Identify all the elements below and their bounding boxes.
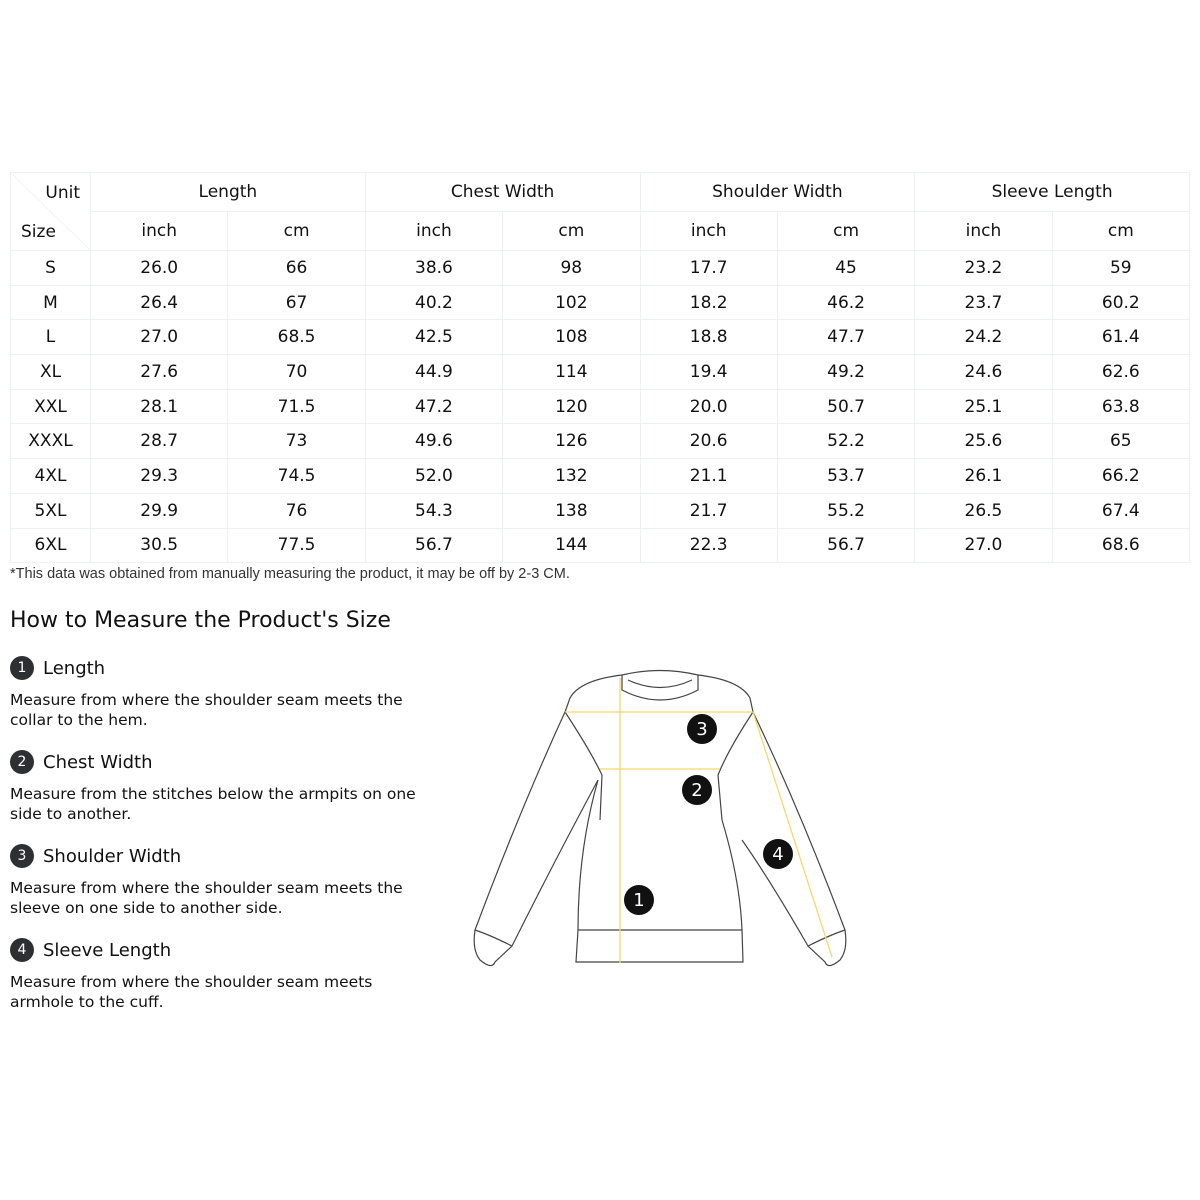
measurement-cell: 28.7 <box>91 424 228 459</box>
size-cell: L <box>11 320 91 355</box>
table-row <box>11 493 1190 528</box>
svg-text:2: 2 <box>691 780 703 801</box>
measurement-cell: 54.3 <box>365 493 502 528</box>
measurement-cell: 60.2 <box>1052 285 1189 320</box>
measurement-cell: 29.3 <box>91 459 228 494</box>
sweater-outline-icon <box>474 671 846 966</box>
measurement-cell: 65 <box>1052 424 1189 459</box>
step-title: Length <box>43 657 106 679</box>
size-cell: 4XL <box>11 459 91 494</box>
measurement-cell: 59 <box>1052 251 1189 286</box>
number-3-badge-icon: 3 <box>10 844 34 868</box>
group-header-length: Length <box>91 173 366 212</box>
measurement-cell: 56.7 <box>777 528 914 563</box>
unit-header: inch <box>640 212 777 251</box>
unit-header: cm <box>228 212 365 251</box>
measurement-cell: 28.1 <box>91 389 228 424</box>
size-cell: S <box>11 251 91 286</box>
measurement-cell: 114 <box>503 355 640 390</box>
measurement-cell: 66.2 <box>1052 459 1189 494</box>
size-cell: XL <box>11 355 91 390</box>
group-header-shoulder-width: Shoulder Width <box>640 173 915 212</box>
marker-1-icon <box>624 885 654 915</box>
number-4-badge-icon: 4 <box>10 938 34 962</box>
size-cell: XXXL <box>11 424 91 459</box>
step-sleeve-length <box>10 938 430 1012</box>
number-1-badge-icon: 1 <box>10 656 34 680</box>
size-cell: 6XL <box>11 528 91 563</box>
size-cell: M <box>11 285 91 320</box>
measurement-cell: 24.6 <box>915 355 1052 390</box>
measurement-cell: 20.6 <box>640 424 777 459</box>
measurement-cell: 73 <box>228 424 365 459</box>
number-2-badge-icon: 2 <box>10 750 34 774</box>
measurement-cell: 120 <box>503 389 640 424</box>
measurement-cell: 55.2 <box>777 493 914 528</box>
how-to-measure-title: How to Measure the Product's Size <box>10 608 391 633</box>
measurement-cell: 25.1 <box>915 389 1052 424</box>
measurement-cell: 24.2 <box>915 320 1052 355</box>
svg-text:4: 4 <box>772 844 784 865</box>
size-label: Size <box>21 222 56 242</box>
size-cell: 5XL <box>11 493 91 528</box>
measurement-cell: 70 <box>228 355 365 390</box>
unit-header: cm <box>1052 212 1189 251</box>
measurement-cell: 27.0 <box>915 528 1052 563</box>
measurement-cell: 76 <box>228 493 365 528</box>
unit-header: inch <box>365 212 502 251</box>
size-chart-table <box>10 172 1190 563</box>
measurement-cell: 56.7 <box>365 528 502 563</box>
table-row <box>11 285 1190 320</box>
measurement-cell: 74.5 <box>228 459 365 494</box>
measurement-cell: 26.4 <box>91 285 228 320</box>
table-row <box>11 320 1190 355</box>
measurement-cell: 67.4 <box>1052 493 1189 528</box>
step-description: Measure from where the shoulder seam meets the collar to the hem. <box>10 691 403 729</box>
measurement-disclaimer: *This data was obtained from manually measuring the product, it may be off by 2-3 CM. <box>10 566 570 582</box>
measurement-cell: 23.7 <box>915 285 1052 320</box>
measurement-cell: 17.7 <box>640 251 777 286</box>
measurement-cell: 21.1 <box>640 459 777 494</box>
measurement-cell: 77.5 <box>228 528 365 563</box>
step-chest-width <box>10 750 430 824</box>
measurement-cell: 52.0 <box>365 459 502 494</box>
table-row <box>11 459 1190 494</box>
measurement-cell: 29.9 <box>91 493 228 528</box>
measurement-cell: 21.7 <box>640 493 777 528</box>
measurement-cell: 27.0 <box>91 320 228 355</box>
step-description: Measure from where the shoulder seam meets armhole to the cuff. <box>10 973 373 1011</box>
measurement-cell: 18.2 <box>640 285 777 320</box>
measurement-cell: 42.5 <box>365 320 502 355</box>
measurement-cell: 52.2 <box>777 424 914 459</box>
unit-header: cm <box>777 212 914 251</box>
step-title: Shoulder Width <box>43 845 182 867</box>
measurement-cell: 46.2 <box>777 285 914 320</box>
measurement-cell: 126 <box>503 424 640 459</box>
header-corner-cell <box>11 173 91 251</box>
measurement-cell: 61.4 <box>1052 320 1189 355</box>
measurement-cell: 49.2 <box>777 355 914 390</box>
measurement-cell: 18.8 <box>640 320 777 355</box>
measurement-cell: 26.5 <box>915 493 1052 528</box>
measurement-cell: 25.6 <box>915 424 1052 459</box>
measurement-cell: 47.7 <box>777 320 914 355</box>
table-row <box>11 424 1190 459</box>
unit-header: cm <box>503 212 640 251</box>
measurement-cell: 66 <box>228 251 365 286</box>
sweater-measurement-diagram <box>460 650 860 980</box>
step-shoulder-width <box>10 844 430 918</box>
measurement-cell: 53.7 <box>777 459 914 494</box>
measurement-cell: 45 <box>777 251 914 286</box>
svg-text:3: 3 <box>696 719 708 740</box>
measurement-cell: 62.6 <box>1052 355 1189 390</box>
step-length <box>10 656 430 730</box>
measurement-cell: 30.5 <box>91 528 228 563</box>
table-row <box>11 251 1190 286</box>
measurement-cell: 68.5 <box>228 320 365 355</box>
group-header-sleeve-length: Sleeve Length <box>915 173 1190 212</box>
measurement-cell: 68.6 <box>1052 528 1189 563</box>
size-cell: XXL <box>11 389 91 424</box>
step-title: Chest Width <box>43 751 153 773</box>
measurement-cell: 47.2 <box>365 389 502 424</box>
measurement-cell: 26.0 <box>91 251 228 286</box>
measurement-cell: 67 <box>228 285 365 320</box>
measurement-cell: 132 <box>503 459 640 494</box>
table-row <box>11 528 1190 563</box>
svg-text:1: 1 <box>633 890 645 911</box>
measurement-cell: 49.6 <box>365 424 502 459</box>
unit-header: inch <box>915 212 1052 251</box>
step-title: Sleeve Length <box>43 939 172 961</box>
marker-4-icon <box>763 839 793 869</box>
marker-3-icon <box>687 714 717 744</box>
measurement-cell: 20.0 <box>640 389 777 424</box>
measurement-cell: 144 <box>503 528 640 563</box>
measurement-cell: 44.9 <box>365 355 502 390</box>
step-description: Measure from the stitches below the armpits on one side to another. <box>10 785 416 823</box>
group-header-chest-width: Chest Width <box>365 173 640 212</box>
measurement-cell: 102 <box>503 285 640 320</box>
measurement-cell: 19.4 <box>640 355 777 390</box>
measurement-cell: 38.6 <box>365 251 502 286</box>
measurement-cell: 108 <box>503 320 640 355</box>
measurement-cell: 23.2 <box>915 251 1052 286</box>
table-row <box>11 355 1190 390</box>
unit-label: Unit <box>45 183 80 203</box>
measurement-cell: 27.6 <box>91 355 228 390</box>
measurement-cell: 50.7 <box>777 389 914 424</box>
unit-header: inch <box>91 212 228 251</box>
measurement-cell: 71.5 <box>228 389 365 424</box>
measurement-cell: 22.3 <box>640 528 777 563</box>
step-description: Measure from where the shoulder seam meets the sleeve on one side to another side. <box>10 879 403 917</box>
measurement-cell: 40.2 <box>365 285 502 320</box>
unit-header-row <box>11 212 1190 251</box>
measurement-cell: 138 <box>503 493 640 528</box>
table-row <box>11 389 1190 424</box>
measurement-cell: 26.1 <box>915 459 1052 494</box>
measurement-cell: 63.8 <box>1052 389 1189 424</box>
marker-2-icon <box>682 775 712 805</box>
measurement-cell: 98 <box>503 251 640 286</box>
